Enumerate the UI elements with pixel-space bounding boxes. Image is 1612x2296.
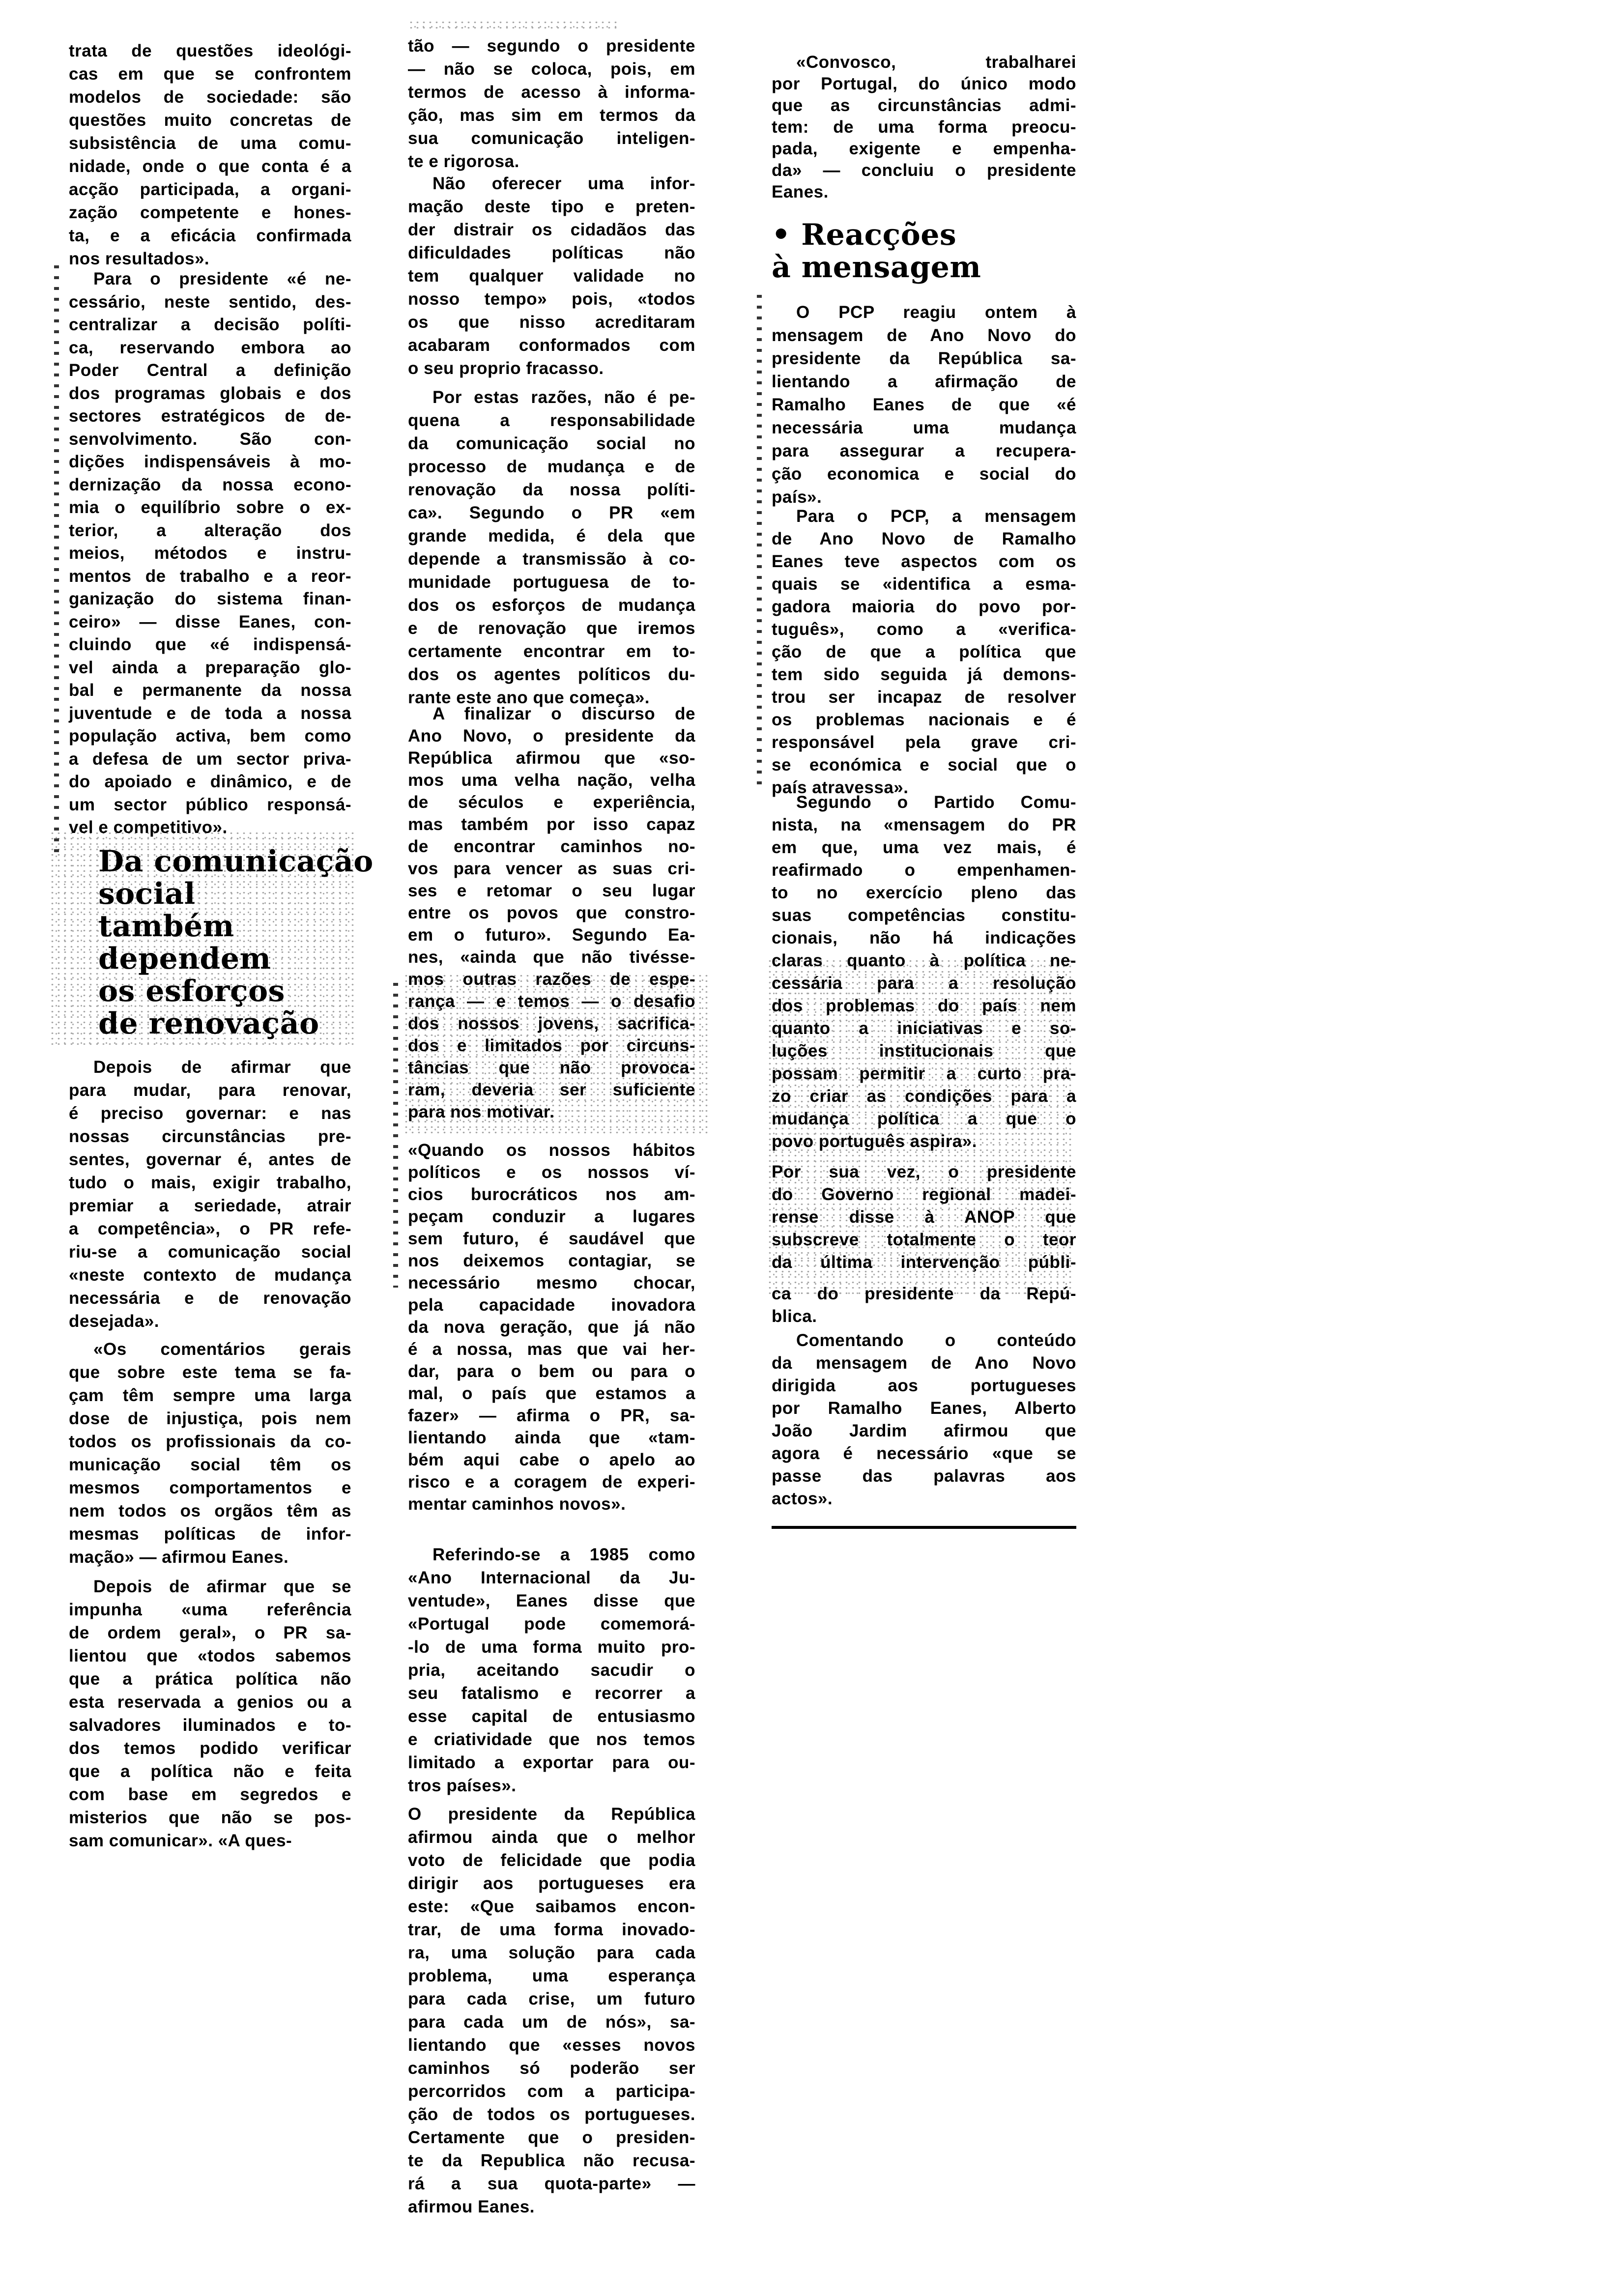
text-line: João Jardim afirmou que	[772, 1421, 1076, 1440]
text-line: Segundo o Partido Comu-	[796, 793, 1076, 812]
text-line: e de renovação que iremos	[408, 619, 695, 638]
paragraph	[408, 386, 695, 709]
end-rule	[772, 1526, 1076, 1529]
text-line: este: «Que saibamos encon-	[408, 1897, 695, 1916]
text-line: da nova geração, que já não	[408, 1318, 695, 1337]
text-line: para assegurar a recupera-	[772, 441, 1076, 460]
text-line: Poder Central a definição	[69, 361, 351, 380]
text-line: terior, a alteração dos	[69, 520, 351, 540]
text-line: dificuldades políticas não	[408, 243, 695, 262]
text-line: risco e a coragem de experi-	[408, 1472, 695, 1492]
text-line: renovação da nossa políti-	[408, 480, 695, 499]
paragraph	[408, 1543, 695, 1797]
section-heading	[98, 844, 374, 1041]
heading-line: à mensagem	[772, 250, 981, 285]
text-line: ceiro» — disse Eanes, con-	[69, 612, 351, 631]
text-line: riu-se a comunicação social	[69, 1242, 351, 1262]
text-line: A finalizar o discurso de	[432, 704, 695, 723]
paragraph	[772, 1283, 1076, 1328]
text-line: ses e retomar o seu lugar	[408, 881, 695, 900]
text-line: premiar a seriedade, atrair	[69, 1196, 351, 1215]
text-line: zo criar as condições para a	[772, 1087, 1076, 1106]
paragraph	[408, 172, 695, 380]
text-line: te e rigorosa.	[408, 152, 519, 171]
text-line: munidade portuguesa de to-	[408, 573, 695, 592]
text-line: que a prática política não	[69, 1669, 351, 1689]
text-line: da comunicação social no	[408, 434, 695, 453]
text-line: da mensagem de Ano Novo	[772, 1353, 1076, 1373]
text-line: «Convosco, trabalharei	[796, 53, 1076, 72]
text-line: mesmas políticas de infor-	[69, 1524, 351, 1544]
text-line: afirmou ainda que o melhor	[408, 1828, 695, 1847]
text-line: povo português aspira».	[772, 1132, 977, 1151]
text-line: sem futuro, é saudável que	[408, 1229, 695, 1248]
text-line: é a nossa, mas que vai her-	[408, 1340, 695, 1359]
text-line: caminhos só poderão ser	[408, 2059, 695, 2078]
text-line: dar, para o bem ou para o	[408, 1362, 695, 1381]
paragraph	[69, 1056, 351, 1333]
text-line: ventude», Eanes disse que	[408, 1591, 695, 1610]
paragraph	[69, 1338, 351, 1569]
text-line: certamente encontrar em to-	[408, 642, 695, 661]
text-line: cas em que se confrontem	[69, 64, 351, 84]
text-line: zação competente e hones-	[69, 203, 351, 222]
text-line: nossas circunstâncias pre-	[69, 1127, 351, 1146]
text-line: Depois de afirmar que se	[93, 1577, 351, 1596]
text-line: da última intervenção públi-	[772, 1253, 1076, 1272]
text-line: políticos e os nossos ví-	[408, 1163, 695, 1182]
text-line: cluindo que «é indispensá-	[69, 635, 351, 654]
text-line: dos e limitados por circuns-	[408, 1036, 695, 1055]
text-line: afirmou Eanes.	[408, 2197, 535, 2216]
text-line: Depois de afirmar que	[93, 1058, 351, 1077]
text-line: a competência», o PR refe-	[69, 1219, 351, 1238]
paragraph	[408, 34, 695, 173]
text-line: esse capital de entusiasmo	[408, 1707, 695, 1726]
text-line: dos os esforços de mudança	[408, 596, 695, 615]
text-line: claras quanto à política ne-	[772, 951, 1076, 970]
text-line: mesmos comportamentos e	[69, 1478, 351, 1497]
text-line: Eanes teve aspectos com os	[772, 552, 1076, 571]
text-line: mal, o país que estamos a	[408, 1384, 695, 1403]
text-line: Por sua vez, o presidente	[772, 1162, 1076, 1181]
text-line: percorridos com a participa-	[408, 2082, 695, 2101]
text-line: pela capacidade inovadora	[408, 1295, 695, 1315]
text-line: dos nossos jovens, sacrifica-	[408, 1014, 695, 1033]
text-line: tuguês», como a «verifica-	[772, 620, 1076, 639]
text-line: para cada crise, um futuro	[408, 1989, 695, 2009]
text-line: problema, uma esperança	[408, 1966, 695, 1985]
text-line: ção, mas sim em termos da	[408, 106, 695, 125]
text-line: ção de que a política que	[772, 642, 1076, 661]
heading-line: • Reacções	[772, 218, 957, 252]
text-line: rense disse à ANOP que	[772, 1207, 1076, 1227]
text-line: seu fatalismo e recorrer a	[408, 1684, 695, 1703]
text-line: quais se «identifica a esma-	[772, 574, 1076, 594]
text-line: mos outras razões de espe-	[408, 970, 695, 989]
text-line: nista, na «mensagem do PR	[772, 815, 1076, 834]
text-line: vel ainda a preparação glo-	[69, 658, 351, 677]
text-line: por Ramalho Eanes, Alberto	[772, 1399, 1076, 1418]
text-line: com base em segredos e	[69, 1785, 351, 1804]
text-line: para mudar, para renovar,	[69, 1081, 351, 1100]
text-line: Para o presidente «é ne-	[93, 269, 351, 288]
text-line: dirigida aos portugueses	[772, 1376, 1076, 1395]
text-line: sectores estratégicos de de-	[69, 406, 351, 426]
text-line: «Ano Internacional da Ju-	[408, 1568, 695, 1587]
paragraph	[772, 1329, 1076, 1510]
text-line: tros países».	[408, 1776, 517, 1795]
text-line: rá a sua quota-parte» —	[408, 2174, 695, 2193]
text-line: te da Republica não recusa-	[408, 2151, 695, 2170]
heading-line: também	[98, 909, 234, 944]
text-line: mação deste tipo e preten-	[408, 197, 695, 216]
text-line: limitado a exportar para ou-	[408, 1753, 695, 1772]
text-line: luções institucionais que	[772, 1041, 1076, 1061]
text-line: cios burocráticos nos am-	[408, 1185, 695, 1204]
text-line: lientando ainda que «tam-	[408, 1428, 695, 1447]
text-line: dirigir aos portugueses era	[408, 1874, 695, 1893]
text-line: dose de injustiça, pois nem	[69, 1409, 351, 1428]
text-line: o seu proprio fracasso.	[408, 359, 604, 378]
text-line: de séculos e experiência,	[408, 793, 695, 812]
text-line: cionais, não há indicações	[772, 928, 1076, 947]
text-line: municação social têm os	[69, 1455, 351, 1474]
text-line: trou ser incapaz de resolver	[772, 688, 1076, 707]
text-line: mia o equilíbrio sobre o ex-	[69, 498, 351, 517]
text-line: vel e competitivo».	[69, 818, 228, 837]
text-line: mudança política a que o	[772, 1109, 1076, 1128]
text-line: Eanes.	[772, 182, 829, 201]
text-line: termos de acesso à informa-	[408, 83, 695, 102]
text-line: os que nisso acreditaram	[408, 313, 695, 332]
text-line: sentes, governar é, antes de	[69, 1150, 351, 1169]
text-line: Ano Novo, o presidente da	[408, 726, 695, 746]
text-line: pada, exigente e empenha-	[772, 139, 1076, 158]
text-line: mensagem de Ano Novo do	[772, 326, 1076, 345]
text-line: em o futuro». Segundo Ea-	[408, 925, 695, 945]
text-line: centralizar a decisão políti-	[69, 315, 351, 334]
text-line: gadora maioria do povo por-	[772, 597, 1076, 616]
text-line: tudo o mais, exigir trabalho,	[69, 1173, 351, 1192]
text-line: lientando a afirmação de	[772, 372, 1076, 391]
text-line: de Ano Novo de Ramalho	[772, 529, 1076, 548]
text-line: do Governo regional madei-	[772, 1185, 1076, 1204]
text-line: bém aqui cabe o apelo ao	[408, 1450, 695, 1469]
text-line: e criatividade que nos temos	[408, 1730, 695, 1749]
paragraph	[408, 703, 695, 1123]
text-line: tão — segundo o presidente	[408, 36, 695, 56]
text-line: nidade, onde o que conta é a	[69, 157, 351, 176]
text-line: para nos motivar.	[408, 1102, 555, 1121]
text-line: nos resultados».	[69, 249, 210, 268]
paragraph	[772, 791, 1076, 1153]
text-line: ca do presidente da Repú-	[772, 1284, 1076, 1303]
paragraph	[69, 39, 351, 270]
heading-line: dependem	[98, 942, 271, 976]
text-line: Referindo-se a 1985 como	[432, 1545, 695, 1564]
text-line: nem todos os orgãos têm as	[69, 1501, 351, 1521]
heading-line: os esforços	[98, 974, 285, 1008]
text-line: bal e permanente da nossa	[69, 681, 351, 700]
text-line: acabaram conformados com	[408, 336, 695, 355]
text-line: salvadores iluminados e to-	[69, 1716, 351, 1735]
text-line: Comentando o conteúdo	[796, 1331, 1076, 1350]
text-line: lientou que «todos sabemos	[69, 1646, 351, 1665]
text-line: vos para vencer as suas cri-	[408, 859, 695, 878]
text-line: blica.	[772, 1307, 817, 1326]
text-line: agora é necessário «que se	[772, 1444, 1076, 1463]
text-line: ra, uma solução para cada	[408, 1943, 695, 1962]
text-line: Por estas razões, não é pe-	[432, 388, 695, 407]
text-line: presidente da República sa-	[772, 349, 1076, 368]
text-line: Para o PCP, a mensagem	[796, 507, 1076, 526]
paragraph	[408, 1803, 695, 2218]
text-line: subscreve totalmente o teor	[772, 1230, 1076, 1249]
text-line: que as circunstâncias admi-	[772, 96, 1076, 115]
text-line: ca, reservando embora ao	[69, 338, 351, 357]
text-line: dições indispensáveis à mo-	[69, 452, 351, 471]
text-line: tem sido seguida já demons-	[772, 665, 1076, 684]
scan-edge-mark	[54, 265, 59, 855]
text-line: questões muito concretas de	[69, 111, 351, 130]
text-line: Certamente que o presiden-	[408, 2128, 695, 2147]
text-line: para cada um de nós», sa-	[408, 2012, 695, 2032]
text-line: ganização do sistema finan-	[69, 589, 351, 608]
text-line: mos uma velha nação, velha	[408, 771, 695, 790]
text-line: lientando que «esses novos	[408, 2036, 695, 2055]
text-line: população activa, bem como	[69, 726, 351, 746]
text-line: der distrair os cidadãos das	[408, 220, 695, 239]
text-line: entre os povos que constro-	[408, 903, 695, 922]
text-line: «Portugal pode comemorá-	[408, 1614, 695, 1634]
paragraph	[408, 1139, 695, 1515]
text-line: possam permitir a curto pra-	[772, 1064, 1076, 1083]
text-line: modelos de sociedade: são	[69, 87, 351, 107]
text-line: grande medida, é dela que	[408, 526, 695, 545]
text-line: impunha «uma referência	[69, 1600, 351, 1619]
text-line: cessário, neste sentido, des-	[69, 292, 351, 312]
text-line: ção economica e social do	[772, 464, 1076, 484]
text-line: fazer» — afirma o PR, sa-	[408, 1406, 695, 1425]
text-line: esta reservada a genios ou a	[69, 1693, 351, 1712]
scan-smudge	[408, 20, 619, 29]
text-line: mentar caminhos novos».	[408, 1494, 626, 1514]
text-line: necessária e de renovação	[69, 1289, 351, 1308]
text-line: depende a transmissão à co-	[408, 549, 695, 569]
text-line: responsável pela grave cri-	[772, 733, 1076, 752]
text-line: mas também por isso capaz	[408, 815, 695, 834]
text-line: çam têm sempre uma larga	[69, 1386, 351, 1405]
text-line: mentos de trabalho e a reor-	[69, 566, 351, 586]
text-line: O PCP reagiu ontem à	[796, 303, 1076, 322]
text-line: acção participada, a organi-	[69, 180, 351, 199]
text-line: por Portugal, do único modo	[772, 74, 1076, 93]
text-line: trar, de uma forma inovado-	[408, 1920, 695, 1939]
text-line: actos».	[772, 1489, 833, 1508]
text-line: que sobre este tema se fa-	[69, 1363, 351, 1382]
text-line: subsistência de uma comu-	[69, 134, 351, 153]
text-line: nes, «ainda que não tivésse-	[408, 947, 695, 967]
text-line: dernização da nossa econo-	[69, 475, 351, 494]
text-line: ta, e a eficácia confirmada	[69, 226, 351, 245]
text-line: quanto a iniciativas e so-	[772, 1019, 1076, 1038]
text-line: meios, métodos e instru-	[69, 544, 351, 563]
text-line: -lo de uma forma muito pro-	[408, 1637, 695, 1657]
text-line: tem qualquer validade no	[408, 266, 695, 286]
text-line: rança — e temos — o desafio	[408, 992, 695, 1011]
text-line: «Os comentários gerais	[93, 1340, 351, 1359]
text-line: se económica e social que o	[772, 755, 1076, 775]
text-line: do apoiado e dinâmico, e de	[69, 772, 351, 791]
text-line: Não oferecer uma infor-	[432, 174, 695, 193]
text-line: ram, deveria ser suficiente	[408, 1080, 695, 1099]
text-line: necessário mesmo chocar,	[408, 1273, 695, 1292]
text-line: necessária uma mudança	[772, 418, 1076, 437]
heading-line: social	[98, 877, 196, 911]
text-line: pria, aceitando sacudir o	[408, 1661, 695, 1680]
text-line: a defesa de um sector priva-	[69, 749, 351, 769]
text-line: sam comunicar». «A ques-	[69, 1831, 292, 1850]
text-line: «neste contexto de mudança	[69, 1265, 351, 1285]
scan-edge-mark	[757, 295, 762, 786]
text-line: República afirmou que «so-	[408, 748, 695, 768]
text-line: suas competências constitu-	[772, 906, 1076, 925]
text-line: trata de questões ideológi-	[69, 41, 351, 60]
paragraph	[69, 268, 351, 839]
text-line: de ordem geral», o PR sa-	[69, 1623, 351, 1642]
text-line: «Quando os nossos hábitos	[408, 1141, 695, 1160]
text-line: nosso tempo» pois, «todos	[408, 289, 695, 309]
paragraph	[772, 301, 1076, 509]
text-line: dos programas globais e dos	[69, 383, 351, 403]
text-line: desejada».	[69, 1312, 159, 1331]
scan-edge-mark	[393, 983, 398, 1288]
text-line: — não se coloca, pois, em	[408, 59, 695, 79]
text-line: país».	[772, 488, 822, 507]
text-line: quena a responsabilidade	[408, 411, 695, 430]
text-line: to no exercício pleno das	[772, 883, 1076, 902]
text-line: dos os agentes políticos du-	[408, 665, 695, 684]
text-line: rante este ano que começa».	[408, 688, 650, 707]
text-line: voto de felicidade que podia	[408, 1851, 695, 1870]
text-line: em que, uma vez mais, é	[772, 838, 1076, 857]
text-line: ca». Segundo o PR «em	[408, 503, 695, 522]
text-line: que a política não e feita	[69, 1762, 351, 1781]
text-line: cessária para a resolução	[772, 974, 1076, 993]
text-line: peçam conduzir a lugares	[408, 1207, 695, 1226]
text-line: passe das palavras aos	[772, 1466, 1076, 1486]
text-line: é preciso governar: e nas	[69, 1104, 351, 1123]
text-line: dos problemas do país nem	[772, 996, 1076, 1015]
text-line: nos deixemos contagiar, se	[408, 1251, 695, 1270]
text-line: país atravessa».	[772, 778, 909, 797]
text-line: tâncias que não provoca-	[408, 1058, 695, 1077]
text-line: O presidente da República	[408, 1805, 695, 1824]
text-line: misterios que não se pos-	[69, 1808, 351, 1827]
text-line: um sector público responsá-	[69, 795, 351, 814]
paragraph	[69, 1575, 351, 1852]
paragraph	[772, 505, 1076, 799]
text-line: juventude e de toda a nossa	[69, 703, 351, 723]
paragraph	[772, 52, 1076, 203]
text-line: tem: de uma forma preocu-	[772, 117, 1076, 137]
text-line: sua comunicação inteligen-	[408, 129, 695, 148]
text-line: mação» — afirmou Eanes.	[69, 1548, 289, 1567]
text-line: de encontrar caminhos no-	[408, 837, 695, 856]
heading-line: Da comunicação	[98, 844, 374, 879]
text-line: todos os profissionais da co-	[69, 1432, 351, 1451]
text-line: senvolvimento. São con-	[69, 429, 351, 449]
heading-line: de renovação	[98, 1006, 319, 1041]
text-line: processo de mudança e de	[408, 457, 695, 476]
paragraph	[772, 1161, 1076, 1274]
section-heading	[772, 219, 1076, 284]
text-line: Ramalho Eanes de que «é	[772, 395, 1076, 414]
text-line: os problemas nacionais e é	[772, 710, 1076, 729]
text-line: ção de todos os portugueses.	[408, 2105, 695, 2124]
text-line: da» — concluiu o presidente	[772, 161, 1076, 180]
text-line: reafirmado o empenhamen-	[772, 861, 1076, 880]
text-line: dos temos podido verificar	[69, 1739, 351, 1758]
